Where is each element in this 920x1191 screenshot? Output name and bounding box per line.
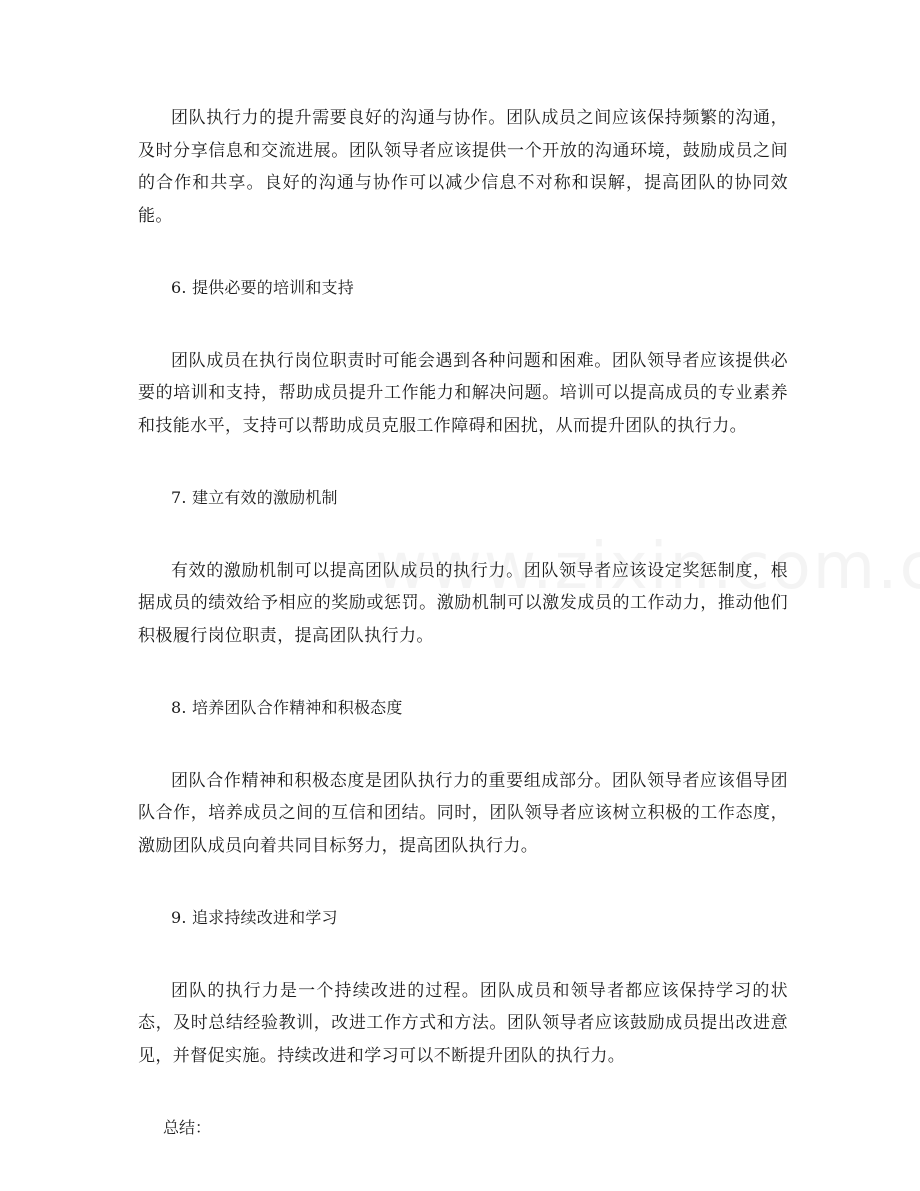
paragraph-training-support: 团队成员在执行岗位职责时可能会遇到各种问题和困难。团队领导者应该提供必要的培训和支持，帮助成员提升工作能力和解决问题。培训可以提高成员的专业素养和技能水平，支持可以帮助成员克服工作障碍和困扰，从而提升团队的执行力。 [138, 350, 788, 436]
paragraph-communication: 团队执行力的提升需要良好的沟通与协作。团队成员之间应该保持频繁的沟通，及时分享信息和交流进展。团队领导者应该提供一个开放的沟通环境，鼓励成员之间的合作和共享。良好的沟通与协作可以减少信息不对称和误解，提高团队的协同效能。 [138, 108, 788, 226]
heading-training-support: 6. 提供必要的培训和支持 [171, 278, 354, 297]
heading-teamwork-attitude: 8. 培养团队合作精神和积极态度 [171, 698, 403, 717]
heading-continuous-improvement: 9. 追求持续改进和学习 [171, 908, 338, 927]
paragraph-continuous-improvement: 团队的执行力是一个持续改进的过程。团队成员和领导者都应该保持学习的状态，及时总结经验教训，改进工作方式和方法。团队领导者应该鼓励成员提出改进意见，并督促实施。持续改进和学习可以不断提升团队的执行力。 [138, 980, 788, 1066]
document-body [138, 102, 788, 1145]
summary-label: 总结： [163, 1118, 212, 1137]
heading-incentive-mechanism: 7. 建立有效的激励机制 [171, 488, 338, 507]
paragraph-teamwork-attitude: 团队合作精神和积极态度是团队执行力的重要组成部分。团队领导者应该倡导团队合作，培养成员之间的互信和团结。同时，团队领导者应该树立积极的工作态度，激励团队成员向着共同目标努力，提高团队执行力。 [138, 770, 788, 856]
paragraph-incentive-mechanism: 有效的激励机制可以提高团队成员的执行力。团队领导者应该设定奖惩制度，根据成员的绩效给予相应的奖励或惩罚。激励机制可以激发成员的工作动力，推动他们积极履行岗位职责，提高团队执行力。 [138, 560, 788, 646]
